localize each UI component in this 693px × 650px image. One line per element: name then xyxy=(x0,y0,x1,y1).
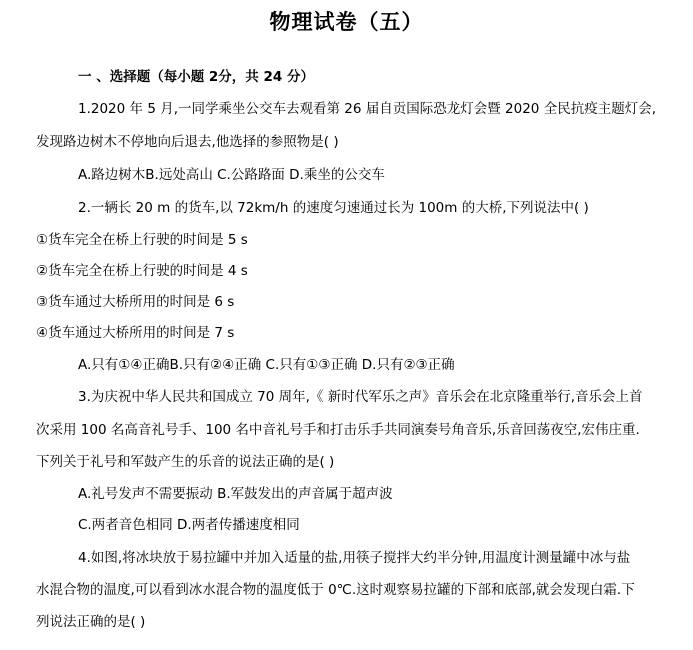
question-3-options-2: C.两者音色相同 D.两者传播速度相同 xyxy=(78,517,300,533)
page-title: 物理试卷（五） xyxy=(269,10,424,34)
question-3-options-1: A.礼号发声不需要振动 B.军鼓发出的声音属于超声波 xyxy=(78,486,393,502)
question-1-options: A.路边树木B.远处高山 C.公路路面 D.乘坐的公交车 xyxy=(78,167,385,183)
question-4-line-3: 列说法正确的是( ) xyxy=(36,614,146,630)
question-4-line-1: 4.如图,将冰块放于易拉罐中并加入适量的盐,用筷子搅拌大约半分钟,用温度计测量罐中冰与盐 xyxy=(78,550,631,566)
question-2-item-4: ④货车通过大桥所用的时间是 7 s xyxy=(36,325,235,341)
question-3-line-3: 下列关于礼号和军鼓产生的乐音的说法正确的是( ) xyxy=(36,454,335,470)
question-1-line-1: 1.2020 年 5 月,一同学乘坐公交车去观看第 26 届自贡国际恐龙灯会暨 2020 全民抗疫主题灯会, xyxy=(78,101,656,117)
question-2-item-1: ①货车完全在桥上行驶的时间是 5 s xyxy=(36,232,248,248)
question-2-options: A.只有①④正确B.只有②④正确 C.只有①③正确 D.只有②③正确 xyxy=(78,357,455,373)
question-1-line-2: 发现路边树木不停地向后退去,他选择的参照物是( ) xyxy=(36,134,339,150)
question-2-item-3: ③货车通过大桥所用的时间是 6 s xyxy=(36,294,235,310)
question-3-line-2: 次采用 100 名高音礼号手、100 名中音礼号手和打击乐手共同演奏号角音乐,乐音回荡夜空,宏伟庄重. xyxy=(36,422,640,438)
section-heading: 一 、选择题（每小题 2分，共 24 分） xyxy=(78,69,314,85)
question-2-line-1: 2.一辆长 20 m 的货车,以 72km/h 的速度匀速通过长为 100m 的大桥,下列说法中( ) xyxy=(78,200,589,216)
question-4-line-2: 水混合物的温度,可以看到冰水混合物的温度低于 0℃.这时观察易拉罐的下部和底部,就会发现白霜.下 xyxy=(36,582,635,598)
question-2-item-2: ②货车完全在桥上行驶的时间是 4 s xyxy=(36,263,248,279)
question-3-line-1: 3.为庆祝中华人民共和国成立 70 周年,《 新时代军乐之声》音乐会在北京隆重举行,音乐会上首 xyxy=(78,389,643,405)
